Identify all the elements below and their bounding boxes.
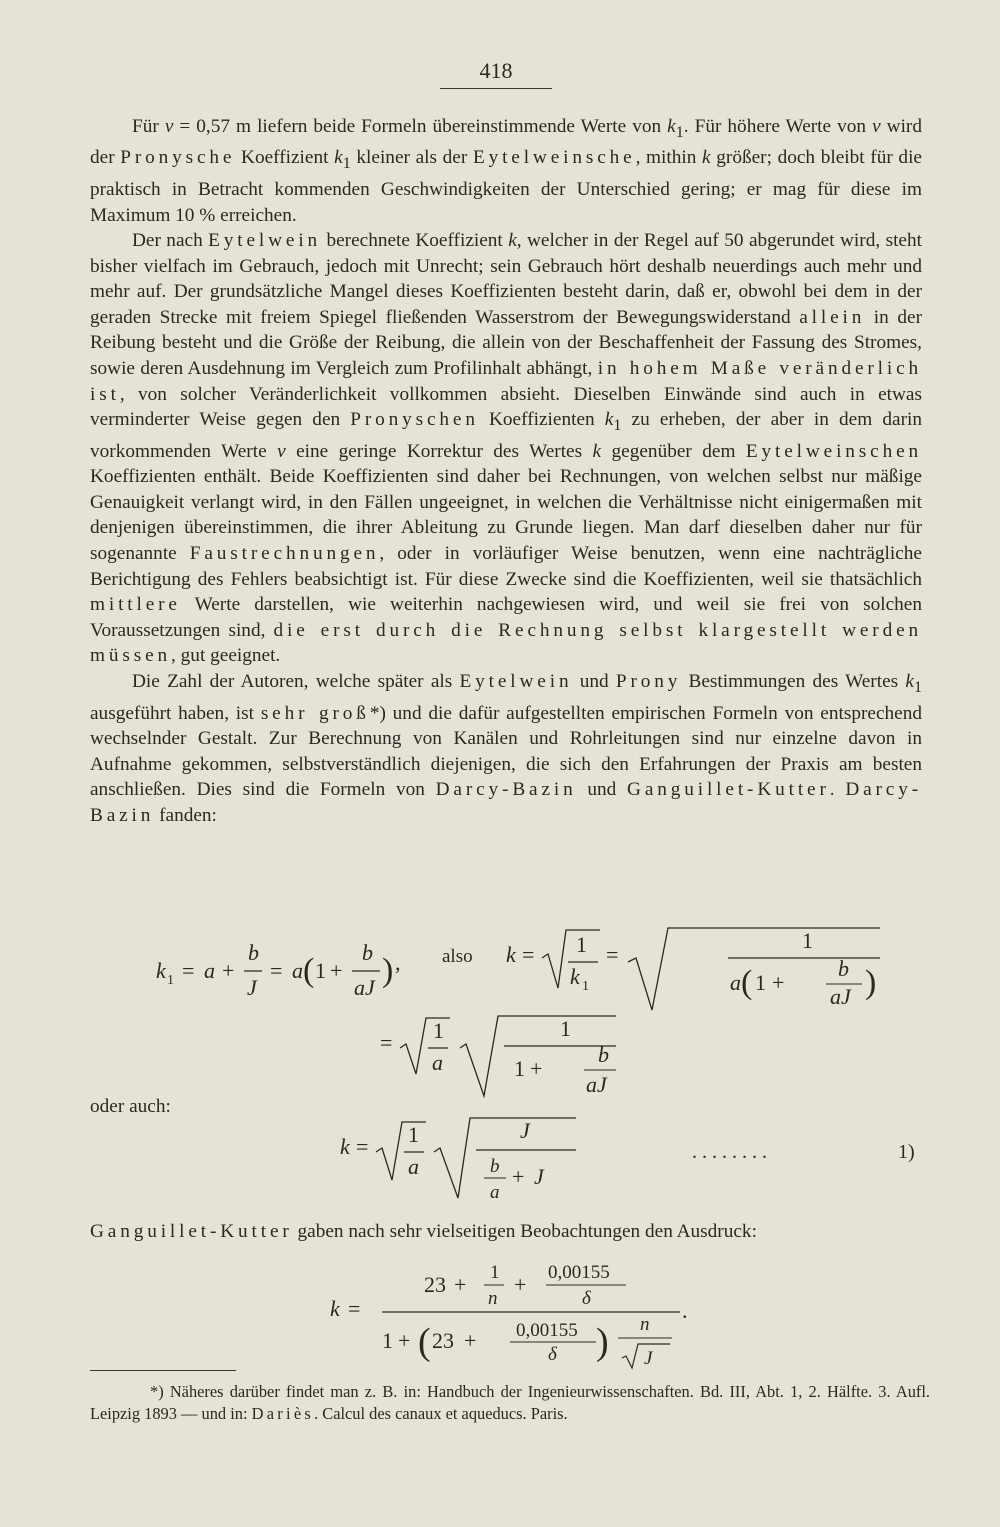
formula-operator: + <box>464 1328 477 1353</box>
formula-punct: . <box>682 1298 688 1323</box>
formula-paren: ( <box>418 1321 431 1363</box>
formula-symbol: a <box>204 958 215 983</box>
formula-denominator: a <box>432 1050 443 1075</box>
formula-number: 1 <box>755 970 766 995</box>
formula-symbol: J <box>534 1164 544 1189</box>
formula-symbol: k <box>506 942 516 967</box>
formula-numerator: 1 <box>576 932 587 957</box>
formula-numerator: b <box>362 940 373 965</box>
formula-operator: + <box>530 1056 543 1081</box>
formula-number: 1 <box>382 1328 393 1353</box>
equation-number: 1) <box>898 1141 915 1163</box>
formula-operator: + <box>514 1272 527 1297</box>
body-text-2 <box>90 1219 922 1245</box>
formula-paren: ) <box>596 1321 609 1363</box>
formula-denominator: δ <box>548 1344 557 1365</box>
formula-operator: = <box>348 1296 361 1321</box>
formula-denominator: aJ <box>354 975 375 1000</box>
formula-number: 1 <box>514 1056 525 1081</box>
formula-paren: ( <box>741 964 753 1001</box>
formula-operator: = <box>270 958 283 983</box>
formula-number: 23 <box>424 1272 446 1297</box>
body-text <box>90 114 922 828</box>
paragraph-4: Ganguillet-Kutter gaben nach sehr vielseitigen Beobachtungen den Ausdruck: <box>90 1221 757 1242</box>
formula-numerator: J <box>520 1118 530 1143</box>
formula-number: 23 <box>432 1328 454 1353</box>
formula-paren: ) <box>865 964 877 1001</box>
formula-ganguillet-kutter <box>320 1252 700 1382</box>
formula-numerator: 0,00155 <box>548 1262 610 1283</box>
formula-denominator: a <box>490 1182 500 1203</box>
formula-operator: + <box>222 958 235 983</box>
formula-numerator: 0,00155 <box>516 1320 578 1341</box>
formula-numerator: 1 <box>433 1018 444 1043</box>
formula-subscript: 1 <box>167 973 174 988</box>
footnote: *) Näheres darüber findet man z. B. in: Handbuch der Ingenieurwissenschaften. Bd. III, Abt. 1, 2. Hälfte. 3. Aufl. Leipzig 1893 — und in: Dariès. Calcul des canaux et aqueducs. Paris. <box>90 1382 930 1423</box>
formula-numerator: 1 <box>560 1016 571 1041</box>
formula-symbol: k <box>330 1296 340 1321</box>
formula-denominator: k <box>570 964 580 989</box>
footnote-marker: *) <box>150 1382 164 1401</box>
formula-denominator: a <box>408 1154 419 1179</box>
formula-numerator: b <box>598 1042 609 1067</box>
formula-numerator: 1 <box>408 1122 419 1147</box>
formula-operator: = <box>356 1134 369 1159</box>
footnote-rule <box>90 1370 236 1371</box>
formula-darcy-bazin-2 <box>370 1008 670 1100</box>
page-number: 418 <box>440 58 552 89</box>
formula-numerator: b <box>248 940 259 965</box>
formula-operator: = <box>606 942 619 967</box>
formula-operator: = <box>522 942 535 967</box>
formula-punct: , <box>395 950 401 975</box>
formula-denominator: aJ <box>830 984 851 1009</box>
paragraph-3: Die Zahl der Autoren, welche später als Eytelwein und Prony Bestimmungen des Wertes $k_1$ ausgeführt haben, ist sehr groß*) und die dafür aufgestellten empirischen Formeln von entsprechend wechselnder Gestalt. Zur Berechnung von Kanälen und Rohrleitungen sind nur einzelne davon in Aufnahme gekommen, selbstverständlich diejenigen, die sich den Erfahrungen der Praxis am besten anschließen. Dies sind die Formeln von Darcy-Bazin und Ganguillet-Kutter. Darcy-Bazin fanden: <box>90 671 923 826</box>
formula-numerator: 1 <box>490 1262 500 1283</box>
formula-label: oder auch: <box>90 1096 171 1117</box>
formula-symbol: a <box>292 958 303 983</box>
formula-operator: + <box>772 970 785 995</box>
paragraph-1: Für v = 0,57 m liefern beide Formeln übereinstimmende Werte von $k_1$. Für höhere Werte von v wird der Pronysche Koeffizient $k_1$ kleiner als der Eytelweinsche, mithin k größer; doch bleibt für die praktisch in Betracht kommenden Geschwindigkeiten der Unterschied gering; er mag für diese im Maximum 10 % erreichen. <box>90 116 922 226</box>
formula-darcy-bazin <box>90 918 930 1014</box>
paragraph-2: Der nach Eytelwein berechnete Koeffizient k, welcher in der Regel auf 50 abgerundet wird, steht bisher vielfach im Gebrauch, jedoch mit Unrecht; sein Gebrauch hört deshalb neuerdings auch mehr und mehr auf. Der grundsätzliche Mangel dieses Koeffizienten besteht darin, daß er, obwohl bei dem in der geraden Strecke mit freiem Spiegel fließenden Wasserstrom der Bewegungswiderstand allein in der Reibung besteht und die Größe der Reibung, die allein von der Beschaffenheit der Fassung des Stromes, sowie deren Ausdehnung im Vergleich zum Profilinhalt abhängt, in hohem Maße veränderlich ist, von solcher Veränderlichkeit vollkommen absieht. Dieselben Einwände sind auch in etwas verminderter Weise gegen den Pronyschen Koeffizienten $k_1$ zu erheben, der aber in dem darin vorkommenden Werte v eine geringe Korrektur des Wertes k gegenüber dem Eytelweinschen Koeffizienten enthält. Beide Koeffizienten sind daher bei Rechnungen, von welchen selbst nur mäßige Genauigkeit verlangt wird, in den Fällen ungeeignet, in welchen die Verhältnisse nicht einigermaßen mit denjenigen übereinstimmen, die ihrer Ableitung zu Grunde liegen. Man darf dieselben daher nur für sogenannte Faustrechnungen, oder in vorläufiger Weise benutzen, wenn eine nachträgliche Berichtigung des Fehlers beabsichtigt ist. Für diese Zwecke sind die Koeffizienten, weil sie thatsächlich mittlere Werte darstellen, wie weiterhin nachgewiesen wird, und weil sie frei von solchen Voraussetzungen sind, die erst durch die Rechnung selbst klargestellt werden müssen, gut geeignet. <box>90 230 923 667</box>
formula-denominator: n <box>488 1288 498 1309</box>
formula-numerator: b <box>838 956 849 981</box>
formula-symbol: k <box>340 1134 350 1159</box>
formula-operator: = <box>380 1030 393 1055</box>
formula-denominator: J <box>247 975 257 1000</box>
formula-numerator: b <box>490 1156 500 1177</box>
formula-paren: ( <box>303 952 315 989</box>
formula-leader-dots: . . . . . . . . <box>692 1141 767 1163</box>
formula-denominator: J <box>644 1348 653 1369</box>
formula-operator: = <box>182 958 195 983</box>
formula-subscript: 1 <box>582 979 589 994</box>
formula-denominator: δ <box>582 1288 591 1309</box>
formula-word: also <box>442 946 473 967</box>
formula-operator: + <box>330 958 343 983</box>
sqrt-sign <box>434 1118 576 1198</box>
formula-paren: ) <box>382 952 394 989</box>
formula-operator: + <box>398 1328 411 1353</box>
formula-operator: + <box>512 1164 525 1189</box>
formula-operator: + <box>454 1272 467 1297</box>
formula-denominator: aJ <box>586 1072 607 1097</box>
formula-numerator: 1 <box>802 928 813 953</box>
formula-darcy-bazin-3 <box>330 1110 930 1206</box>
formula-number: 1 <box>315 958 326 983</box>
formula-symbol: k <box>156 958 166 983</box>
formula-numerator: n <box>640 1314 650 1335</box>
formula-symbol: a <box>730 970 741 995</box>
